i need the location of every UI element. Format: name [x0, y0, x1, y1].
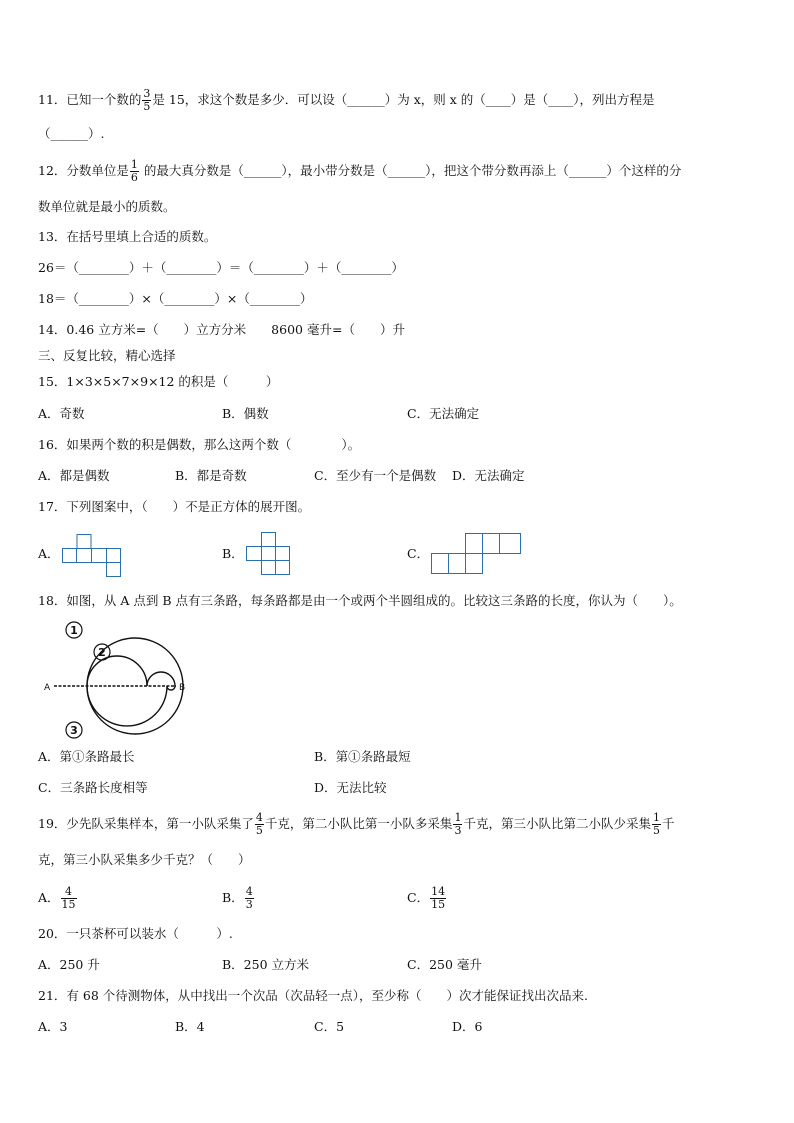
q19-text-b: 千克，第二小队比第一小队多采集	[264, 816, 453, 831]
q19-text-c: 千克，第三小队比第二小队少采集	[463, 816, 651, 831]
q11-line2: （______）.	[38, 126, 105, 141]
q19-option-a-fraction: $\frac{4}{15}$	[61, 885, 76, 911]
q19-option-a[interactable]: A． $\frac{4}{15}$	[38, 885, 76, 911]
q13-equation-2: 18＝（________）×（________）×（________）	[38, 291, 313, 306]
q19-option-c[interactable]: C． $\frac{14}{15}$	[407, 885, 446, 911]
point-a-label: A	[44, 683, 51, 693]
three-paths-figure	[40, 618, 200, 740]
path-3-lower-arc	[87, 686, 167, 726]
path-2-left-arc	[87, 656, 147, 686]
label-1: 1	[70, 624, 78, 637]
q19-fraction-3: $\frac{1}{5}$	[652, 811, 660, 837]
q19-option-b-fraction: $\frac{4}{3}$	[245, 885, 253, 911]
q21-option-b[interactable]: B．4	[175, 1019, 205, 1034]
q20-text: 20．一只茶杯可以装水（ ）.	[38, 926, 233, 941]
q15-option-a[interactable]: A．奇数	[38, 406, 85, 421]
q16-option-a[interactable]: A．都是偶数	[38, 468, 110, 483]
q13-equation-1: 26＝（________）＋（________）＝（________）＋（________）	[38, 260, 404, 275]
section-3-heading: 三、反复比较，精心选择	[38, 348, 176, 363]
q16-option-b[interactable]: B．都是奇数	[175, 468, 247, 483]
q18-text: 18．如图，从 A 点到 B 点有三条路，每条路都是由一个或两个半圆组成的。比较这三条路的长度，你认为（ ）。	[38, 593, 682, 608]
q19-option-c-fraction: $\frac{14}{15}$	[431, 885, 446, 911]
q17-text: 17．下列图案中，（ ）不是正方体的展开图。	[38, 499, 311, 514]
q14-text: 14．0.46 立方米=（ ）立方分米 8600 毫升=（ ）升	[38, 322, 405, 337]
q11-text-b: 是 15，求这个数是多少．可以设（______）为 x，则 x 的（____）是（____），列出方程是	[152, 92, 655, 107]
q19-fraction-2: $\frac{1}{3}$	[454, 811, 462, 837]
q19-text-a: 19．少先队采集样本，第一小队采集了	[38, 816, 254, 831]
q12-line2: 数单位就是最小的质数。	[38, 199, 176, 214]
q12-text-b: 的最大真分数是（______），最小带分数是（______），把这个带分数再添上（______）个这样的分	[139, 163, 682, 178]
q12-fraction: $\frac{1}{6}$	[130, 158, 138, 184]
q15-text: 15．1×3×5×7×9×12 的积是（ ）	[38, 374, 279, 389]
q11-fraction: $\frac{3}{5}$	[143, 87, 151, 113]
point-b-label: B	[179, 683, 186, 693]
q11-line1	[38, 88, 655, 113]
q20-option-a[interactable]: A．250 升	[38, 957, 100, 972]
q15-option-b[interactable]: B．偶数	[222, 406, 269, 421]
q21-option-c[interactable]: C．5	[314, 1019, 345, 1034]
cube-net-b	[246, 532, 292, 578]
q12-line1	[38, 159, 681, 184]
q16-text: 16．如果两个数的积是偶数，那么这两个数（ ）。	[38, 437, 361, 452]
q19-line2: 克，第三小队采集多少千克？（ ）	[38, 852, 251, 867]
label-2: 2	[98, 646, 106, 659]
q19-text-d: 千	[661, 816, 675, 831]
q18-option-d[interactable]: D．无法比较	[314, 780, 387, 795]
q17-option-c[interactable]: C．	[407, 546, 430, 561]
q18-option-c[interactable]: C．三条路长度相等	[38, 780, 148, 795]
q19-fraction-1: $\frac{4}{5}$	[255, 811, 263, 837]
label-3: 3	[70, 724, 78, 737]
q12-text-a: 12．分数单位是	[38, 163, 129, 178]
q20-option-c[interactable]: C．250 毫升	[407, 957, 482, 972]
q20-option-b[interactable]: B．250 立方米	[222, 957, 310, 972]
q11-text-a: 11．已知一个数的	[38, 92, 142, 107]
q21-option-a[interactable]: A．3	[38, 1019, 68, 1034]
q18-option-b[interactable]: B．第①条路最短	[314, 749, 411, 764]
q18-option-a[interactable]: A．第①条路最长	[38, 749, 135, 764]
q17-option-b[interactable]: B．	[222, 546, 244, 561]
cube-net-a	[62, 534, 122, 578]
q19-option-b[interactable]: B． $\frac{4}{3}$	[222, 885, 253, 911]
q15-option-c[interactable]: C．无法确定	[407, 406, 480, 421]
cube-net-c	[431, 532, 523, 576]
path-2-right-arc	[147, 672, 175, 686]
q21-option-d[interactable]: D．6	[452, 1019, 483, 1034]
q21-text: 21．有 68 个待测物体，从中找出一个次品（次品轻一点），至少称（ ）次才能保证找出次品来.	[38, 988, 588, 1003]
q19-line1	[38, 812, 674, 837]
q16-option-d[interactable]: D．无法确定	[452, 468, 525, 483]
q17-option-a[interactable]: A．	[38, 546, 60, 561]
q13-title: 13．在括号里填上合适的质数。	[38, 229, 217, 244]
q16-option-c[interactable]: C．至少有一个是偶数	[314, 468, 437, 483]
